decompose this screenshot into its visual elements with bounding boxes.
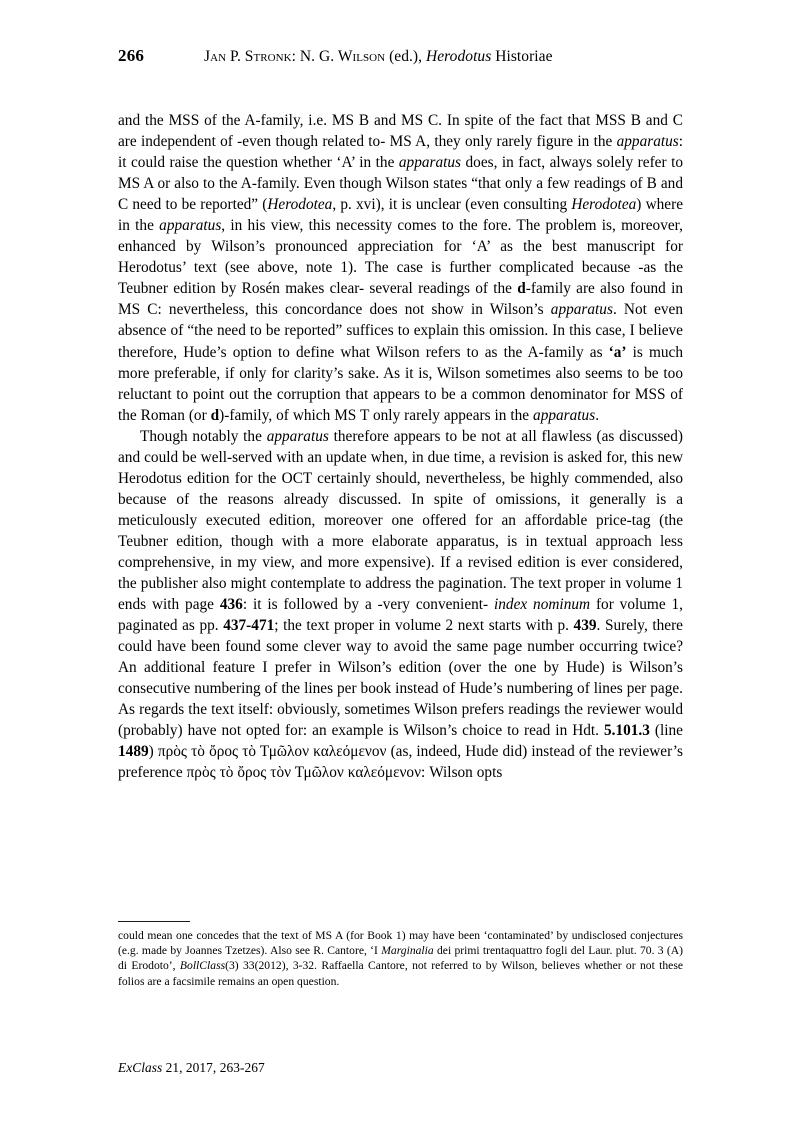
text-run-bold: d	[517, 280, 526, 298]
text-run: dei primi trentaquattro fogli del Laur. plut. 70. 3 (A) di Erodoto’,	[118, 944, 683, 973]
text-run: (3) 33(2012), 3-32. Raffaella Cantore, not referred to by Wilson, believes whether or not these folios are a facsimile remains an open question.	[118, 959, 684, 988]
running-head-work-subtitle: Historiae	[491, 48, 553, 65]
text-run: (line	[649, 722, 683, 740]
footnote-area	[118, 921, 683, 989]
text-run: and the MSS of the A-family, i.e. MS B and MS C. In spite of the fact that MSS B and C are independent of -even though related to- MS A, they only rarely figure in the	[118, 112, 683, 151]
running-head-title	[204, 48, 553, 66]
running-head-editor-role: (ed.),	[385, 48, 426, 65]
text-run-italic: BollClass	[179, 959, 226, 973]
text-run: : it could raise the question whether ‘A’ in the	[118, 133, 683, 172]
text-run: therefore appears to be not at all flawless (as discussed) and could be well-served with an update when, in due time, a revision is asked for, this new Herodotus edition for the OCT certainly should, nevertheless, be highly commended, also because of the reasons already discussed. In spite of omissions, it generally is a meticulously executed edition, moreover one offered for an affordable price-tag (the Teubner edition, though with a more elaborate apparatus, is in textual approach less comprehensive, in my view, and more expensive). If a revised edition is ever considered, the publisher also might contemplate to address the pagination. The text proper in volume 1 ends with page	[118, 427, 683, 614]
text-run: )	[148, 743, 158, 761]
body-text	[118, 110, 683, 784]
text-run: (as, indeed, Hude did) instead of the reviewer’s preference	[118, 743, 684, 782]
greek-quotation-reviewer: πρὸς τὸ ὄρος τὸν Τμῶλον καλεόμενον	[186, 764, 422, 782]
page-footer-citation	[118, 1060, 265, 1076]
footnote-separator-rule	[118, 921, 190, 922]
text-run-italic: apparatus	[616, 133, 679, 151]
text-run-italic: apparatus	[266, 427, 329, 445]
text-run: for volume 1, paginated as pp.	[118, 596, 683, 635]
text-run-bold: ‘a’	[608, 343, 627, 361]
text-run: : Wilson opts	[421, 764, 503, 782]
text-run-bold: 436	[219, 596, 243, 614]
text-run-italic: apparatus	[398, 154, 462, 172]
paragraph-2	[118, 426, 683, 784]
text-run: )-family, of which MS T only rarely appears in the	[219, 406, 534, 424]
text-run: : it is followed by a -very convenient-	[242, 596, 495, 614]
text-run: , in his view, this necessity comes to the fore. The problem is, moreover, enhanced by Wilson’s pronounced appreciation for ‘A’ as the best manuscript for Herodotus’ text (see above, note 1). The case is further complicated because -as the Teubner edition by Rosén makes clear- several readings of the	[118, 217, 683, 298]
text-run: does, in fact, always solely refer to MS A or also to the A-family. Even though Wilson states “that only a few readings of B and C need to be reported” (	[118, 154, 683, 214]
running-head	[118, 46, 682, 68]
text-run-bold: 5.101.3	[603, 722, 650, 740]
text-run-italic: index nominum	[494, 596, 591, 614]
text-run-italic: apparatus	[550, 301, 613, 319]
running-head-author: Jan P. Stronk	[204, 48, 292, 65]
citation-details: 21, 2017, 263-267	[162, 1060, 265, 1075]
page-number: 266	[118, 46, 145, 65]
text-run-bold: d	[210, 406, 220, 424]
text-run-italic: Herodotea	[267, 196, 333, 214]
running-head-work-title: Herodotus	[426, 48, 492, 65]
text-run-italic: Herodotea	[571, 196, 637, 214]
running-head-editor: N. G. Wilson	[299, 48, 386, 65]
text-run-italic: apparatus	[159, 217, 222, 235]
text-run-italic: Marginalia	[381, 944, 434, 958]
text-run: could mean one concedes that the text of MS A (for Book 1) may have been ‘contaminated’ by undisclosed conjectures (e.g. made by Joannes Tzetzes). Also see R. Cantore, ‘I	[118, 929, 683, 958]
text-run: .	[595, 406, 600, 424]
text-run: ; the text proper in volume 2 next starts with p.	[274, 617, 574, 635]
greek-quotation-wilson: πρὸς τὸ ὄρος τὸ Τμῶλον καλεόμενον	[157, 743, 387, 761]
text-run: . Not even absence of “the need to be reported” suffices to explain this omission. In this case, I believe therefore, Hude’s option to define what Wilson refers to as the A-family as	[118, 301, 683, 361]
footnote-text	[118, 928, 683, 989]
text-run: Though notably the	[140, 427, 267, 445]
text-run: -family are also found in MS C: nevertheless, this concordance does not show in Wilson’s	[118, 280, 683, 319]
paragraph-1	[118, 110, 683, 426]
text-run-bold: 439	[573, 617, 597, 635]
text-run: ) where in the	[118, 196, 683, 235]
running-head-separator: :	[291, 48, 300, 65]
text-run-italic: apparatus	[533, 406, 596, 424]
text-run-bold: 437-471	[223, 617, 275, 635]
text-run: . Surely, there could have been found some clever way to avoid the same page number occurring twice? An additional feature I prefer in Wilson’s edition (over the one by Hude) is Wilson’s consecutive numbering of the lines per book instead of Hude’s numbering of lines per page. As regards the text itself: obviously, sometimes Wilson prefers readings the reviewer would (probably) have not opted for: an example is Wilson’s choice to read in Hdt.	[118, 617, 683, 740]
text-run: , p. xvi), it is unclear (even consulting	[332, 196, 572, 214]
text-run-bold: 1489	[118, 743, 149, 761]
journal-name: ExClass	[118, 1060, 163, 1075]
text-run: is much more preferable, if only for clarity’s sake. As it is, Wilson sometimes also seems to be too reluctant to point out the corruption that appears to be a common denominator for MSS of the Roman (or	[118, 343, 683, 424]
